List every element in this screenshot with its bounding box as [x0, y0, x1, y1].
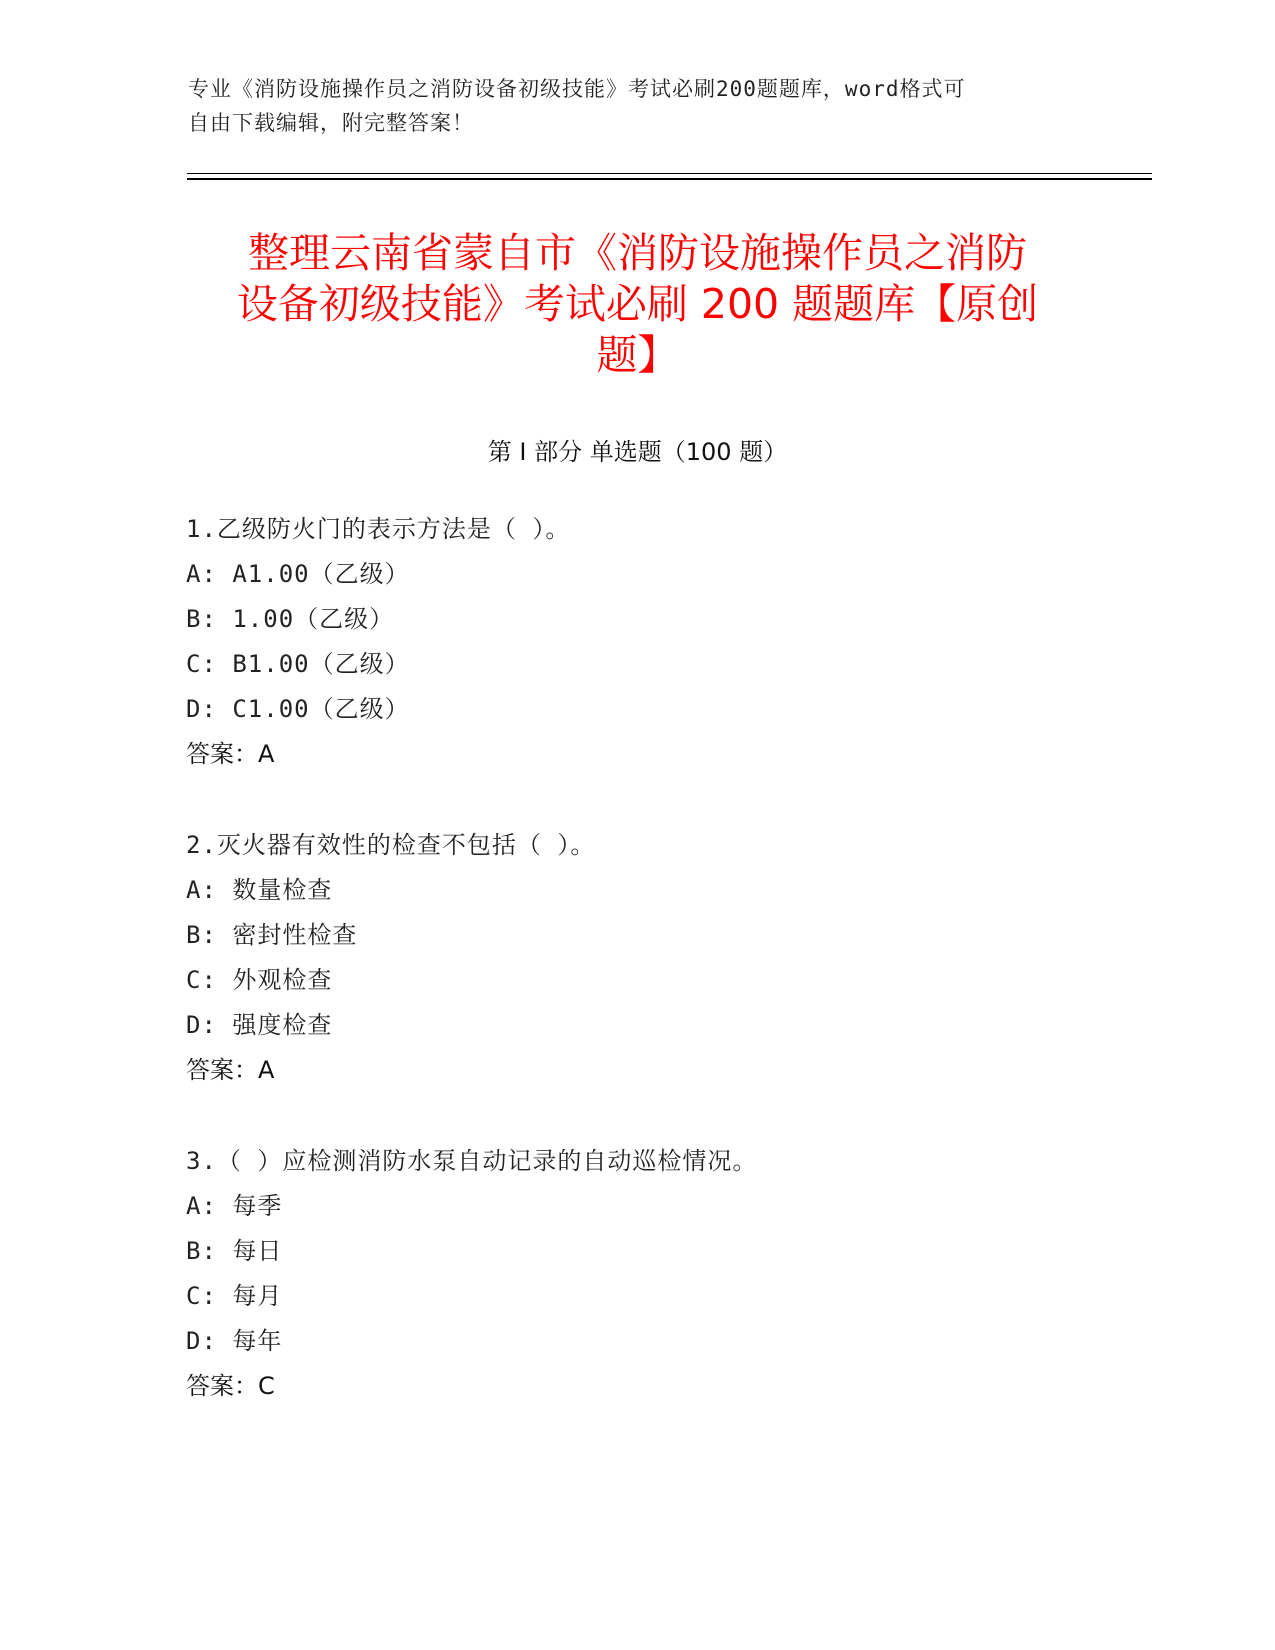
- option-a: A: 每季: [186, 1192, 283, 1220]
- option-d: D: 每年: [186, 1327, 283, 1355]
- question-1: [186, 507, 1146, 777]
- answer-label: 答案：A: [186, 1056, 275, 1084]
- option-c: C: 外观检查: [186, 966, 333, 994]
- question-stem: 3.（ ）应检测消防水泵自动记录的自动巡检情况。: [186, 1147, 758, 1175]
- header-note-line-2: 自由下载编辑，附完整答案！: [188, 111, 474, 135]
- option-b: B: 1.00（乙级）: [186, 605, 395, 633]
- option-c: C: 每月: [186, 1282, 283, 1310]
- question-2: [186, 823, 1146, 1093]
- header-note-line-1: 专业《消防设施操作员之消防设备初级技能》考试必刷200题题库，word格式可: [188, 77, 966, 101]
- document-title: [150, 228, 1125, 381]
- option-b: B: 每日: [186, 1237, 283, 1265]
- question-stem: 2.灭火器有效性的检查不包括（ ）。: [186, 831, 596, 859]
- document-title-line-2: 设备初级技能》考试必刷 200 题题库【原创: [236, 280, 1039, 328]
- section-heading: 第 I 部分 单选题（100 题）: [487, 438, 788, 466]
- option-d: D: C1.00（乙级）: [186, 695, 410, 723]
- option-c: C: B1.00（乙级）: [186, 650, 410, 678]
- header-note: [188, 72, 1088, 140]
- header-divider-thin: [187, 173, 1152, 174]
- document-title-line-1: 整理云南省蒙自市《消防设施操作员之消防: [248, 229, 1027, 277]
- answer-label: 答案：A: [186, 740, 275, 768]
- option-b: B: 密封性检查: [186, 921, 358, 949]
- option-a: A: 数量检查: [186, 876, 333, 904]
- option-a: A: A1.00（乙级）: [186, 560, 410, 588]
- option-d: D: 强度检查: [186, 1011, 333, 1039]
- document-title-line-3: 题】: [596, 331, 679, 379]
- answer-label: 答案：C: [186, 1372, 275, 1400]
- question-stem: 1.乙级防火门的表示方法是（ ）。: [186, 515, 571, 543]
- header-divider-thick: [187, 178, 1152, 180]
- question-3: [186, 1139, 1146, 1409]
